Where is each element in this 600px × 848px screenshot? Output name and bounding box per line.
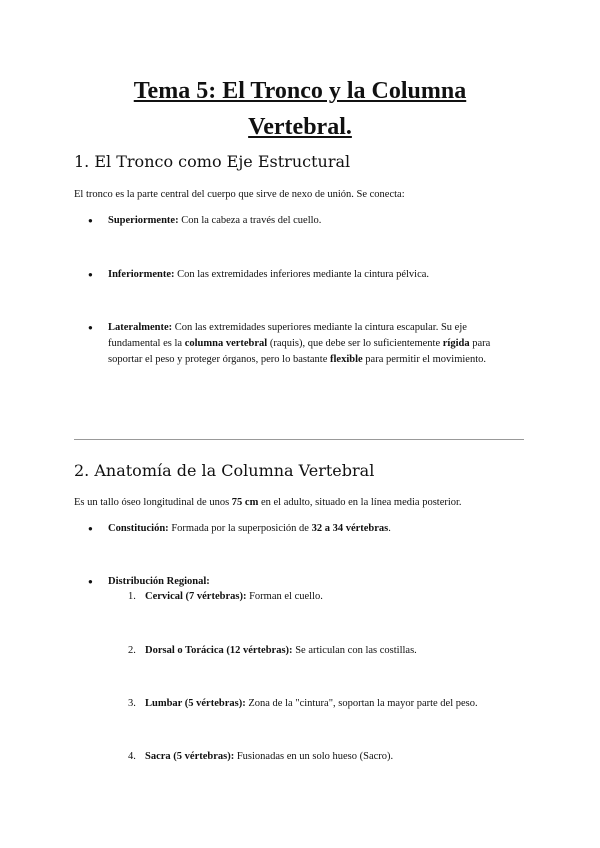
section-intro-tronco: El tronco es la parte central del cuerpo que sirve de nexo de unión. Se conecta: — [74, 189, 405, 200]
section-divider — [74, 439, 524, 440]
page-title: Tema 5: El Tronco y la Columna — [133, 78, 467, 104]
bullet-icon: ● — [88, 577, 93, 586]
section-heading-tronco: 1. El Tronco como Eje Estructural — [74, 152, 351, 171]
section-heading-anatomia: 2. Anatomía de la Columna Vertebral — [74, 461, 375, 480]
bullet-icon: ● — [88, 524, 93, 533]
document-page: Tema 5: El Tronco y la Columna Vertebral. 1. El Tronco como Eje Estructural El tronco es la parte central del cuerpo que sirve de nexo de unión. Se conecta: ● Superiormente: Con la cabeza a través del cuello. ● Inferiormente: Con las extremidades inferiores mediante la cintura pélvica. ● Lateralmente: Con las extremidades superiores mediante la cintura escapular. Su eje fundamental es la columna vertebral (raquis), que debe ser lo suficientemente rígida para soportar el peso y proteger órganos, pero lo bastante flexible para permitir el movimiento. 2. Anatomía de la Columna Vertebral Es un tallo óseo longitudinal de unos 75 cm en el adulto, situado en la línea media posterior. ● Constitución: Formada por la superposición de 32 a 34 vértebras. ● Distribución Regional: 1. Cervical (7 vértebras): Forman el cuello. 2. Dorsal o Torácica (12 vértebras): Se articulan con las costillas. 3. Lumbar (5 vértebras): Zona de la "cintura", soportan la mayor parte del peso. 4. Sacra (5 vértebras): Fusionadas en un solo hueso (Sacro). — [0, 0, 600, 848]
section-intro-anatomia: Es un tallo óseo longitudinal de unos 75 cm en el adulto, situado en la línea media posterior. — [74, 497, 462, 508]
bullet-icon: ● — [88, 323, 93, 332]
bullet-icon: ● — [88, 270, 93, 279]
page-title-continued: Vertebral. — [248, 114, 352, 140]
bullet-icon: ● — [88, 216, 93, 225]
